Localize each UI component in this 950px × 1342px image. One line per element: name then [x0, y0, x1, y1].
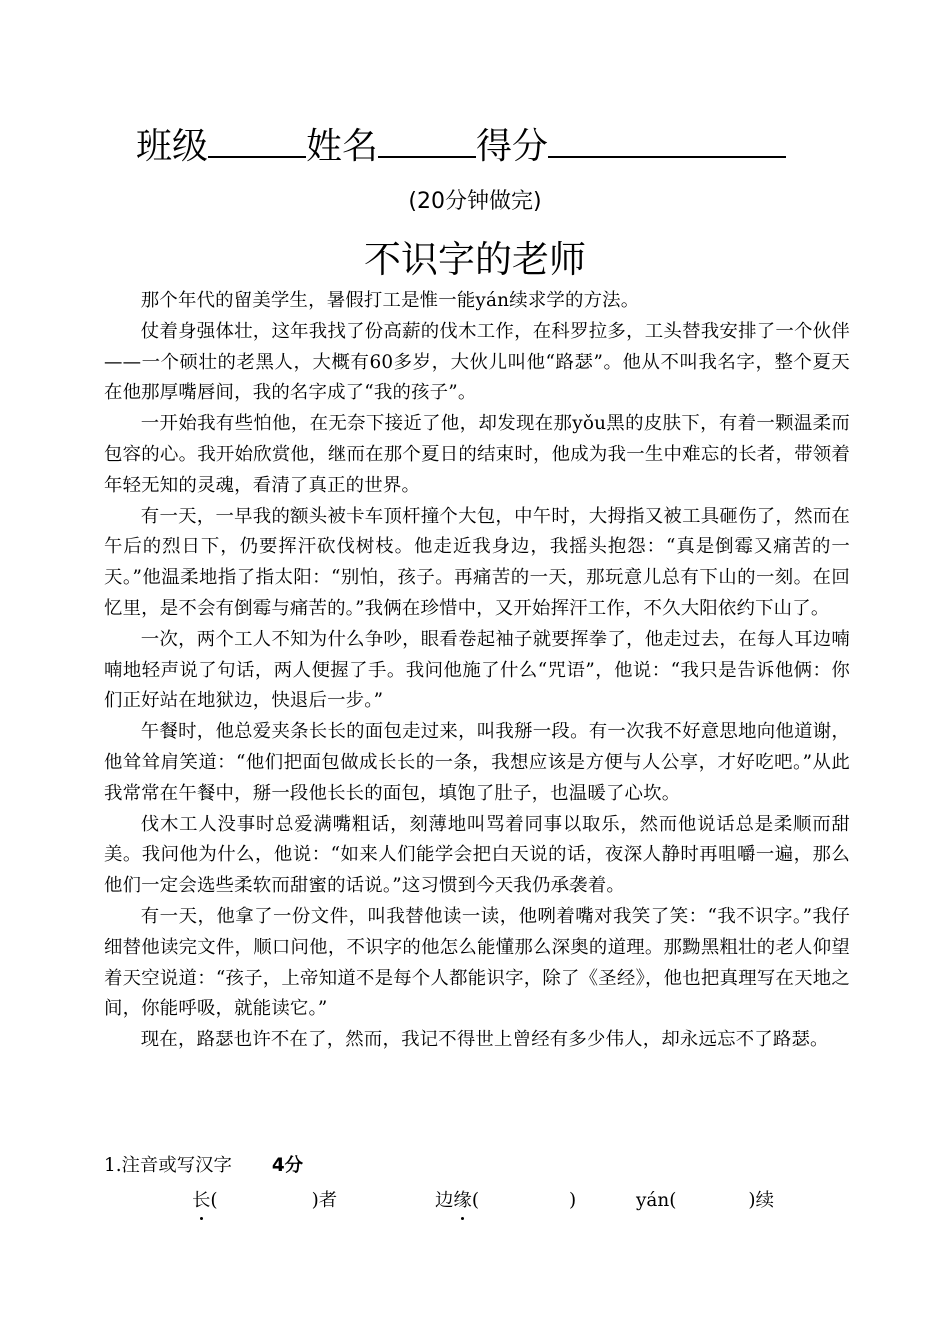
name-label: 姓名 [306, 126, 379, 167]
answer-item-1 [192, 1186, 337, 1216]
close-paren: ) [311, 1190, 319, 1211]
score-blank[interactable] [548, 122, 786, 158]
paragraph: 那个年代的留美学生，暑假打工是惟一能yán续求学的方法。 [140, 290, 640, 311]
paragraph: 一开始我有些怕他，在无奈下接近了他，却发现在那yǒu黑的皮肤下，有着一颗温柔而包容的心。我开始欣赏他，继而在那个夏日的结束时，他成为我一生中难忘的长者，带领着年轻无知的灵魂，看清了真正的世界。 [104, 413, 850, 496]
open-paren: ( [669, 1190, 677, 1211]
question-points: 4分 [271, 1155, 304, 1176]
score-label: 得分 [476, 126, 549, 167]
paragraph: 伐木工人没事时总爱满嘴粗话，刻薄地叫骂着同事以取乐，然而他说话总是柔顺而甜美。我问他为什么，他说：“如来人们能学会把白天说的话，夜深人静时再咀嚼一遍，那么他们一定会选些柔软而甜蜜的话说。”这习惯到今天我仍承袭着。 [104, 813, 850, 897]
dotted-char: 缘 [453, 1186, 471, 1216]
pinyin-text: yán [636, 1190, 670, 1211]
answer-item-2 [435, 1186, 576, 1216]
paragraph: 有一天，一早我的额头被卡车顶杆撞个大包，中午时，大拇指又被工具砸伤了，然而在午后的烈日下，仍要挥汗砍伐树枝。他走近我身边，我摇头抱怨：“真是倒霉又痛苦的一天。”他温柔地指了指太阳：“别怕，孩子。再痛苦的一天，那玩意儿总有下山的一刻。在回忆里，是不会有倒霉与痛苦的。”我俩在珍惜中，又开始挥汗工作，不久大阳依约下山了。 [104, 505, 850, 619]
item-suffix: 续 [755, 1190, 774, 1211]
article-body [104, 286, 869, 1056]
class-label: 班级 [136, 126, 209, 167]
item-suffix: 者 [318, 1190, 338, 1211]
paragraph: 现在，路瑟也许不在了，然而，我记不得世上曾经有多少伟人，却永远忘不了路瑟。 [140, 1029, 829, 1051]
answer-item-3 [636, 1186, 774, 1216]
time-note: (20分钟做完) [408, 189, 542, 214]
close-paren: ) [569, 1190, 577, 1211]
paragraph: 一次，两个工人不知为什么争吵，眼看卷起袖子就要挥拳了，他走过去，在每人耳边喃喃地轻声说了句话，两人便握了手。我问他施了什么“咒语”，他说：“我只是告诉他俩：你们正好站在地狱边，快退后一步。” [104, 628, 850, 712]
question-label: 1.注音或写汉字 [104, 1155, 232, 1176]
item-prefix: 边 [435, 1190, 454, 1211]
question-1 [104, 1151, 850, 1181]
paragraph: 午餐时，他总爱夹条长长的面包走过来，叫我掰一段。有一次我不好意思地向他道谢，他耸耸肩笑道：“他们把面包做成长长的一条，我想应该是方便与人公享，才好吃吧。”从此 我常常在午餐中，掰一段他长长的面包，填饱了肚子，也温暖了心坎。 [104, 721, 869, 804]
open-paren: ( [210, 1190, 218, 1211]
paragraph: 仗着身强体壮，这年我找了份高薪的伐木工作，在科罗拉多，工头替我安排了一个伙伴——一个硕壮的老黑人，大概有60多岁，大伙儿叫他“路瑟”。他从不叫我名字，整个夏天在他那厚嘴唇间，我的名字成了“我的孩子”。 [104, 320, 850, 404]
dotted-char: 长 [192, 1186, 210, 1216]
class-blank[interactable] [208, 122, 306, 158]
paragraph: 有一天，他拿了一份文件，叫我替他读一读，他咧着嘴对我笑了笑：“我不识字。”我仔细替他读完文件，顺口问他，不识字的他怎么能懂那么深奥的道理。那黝黑粗壮的老人仰望着天空说道：“孩子，上帝知道不是每个人都能识字，除了《圣经》，他也把真理写在天地之间，你能呼吸，就能读它。” [104, 905, 850, 1020]
header-line [136, 122, 836, 170]
name-blank[interactable] [378, 122, 476, 158]
close-paren: ) [748, 1190, 756, 1211]
open-paren: ( [471, 1190, 479, 1211]
article-title: 不识字的老师 [364, 238, 586, 281]
